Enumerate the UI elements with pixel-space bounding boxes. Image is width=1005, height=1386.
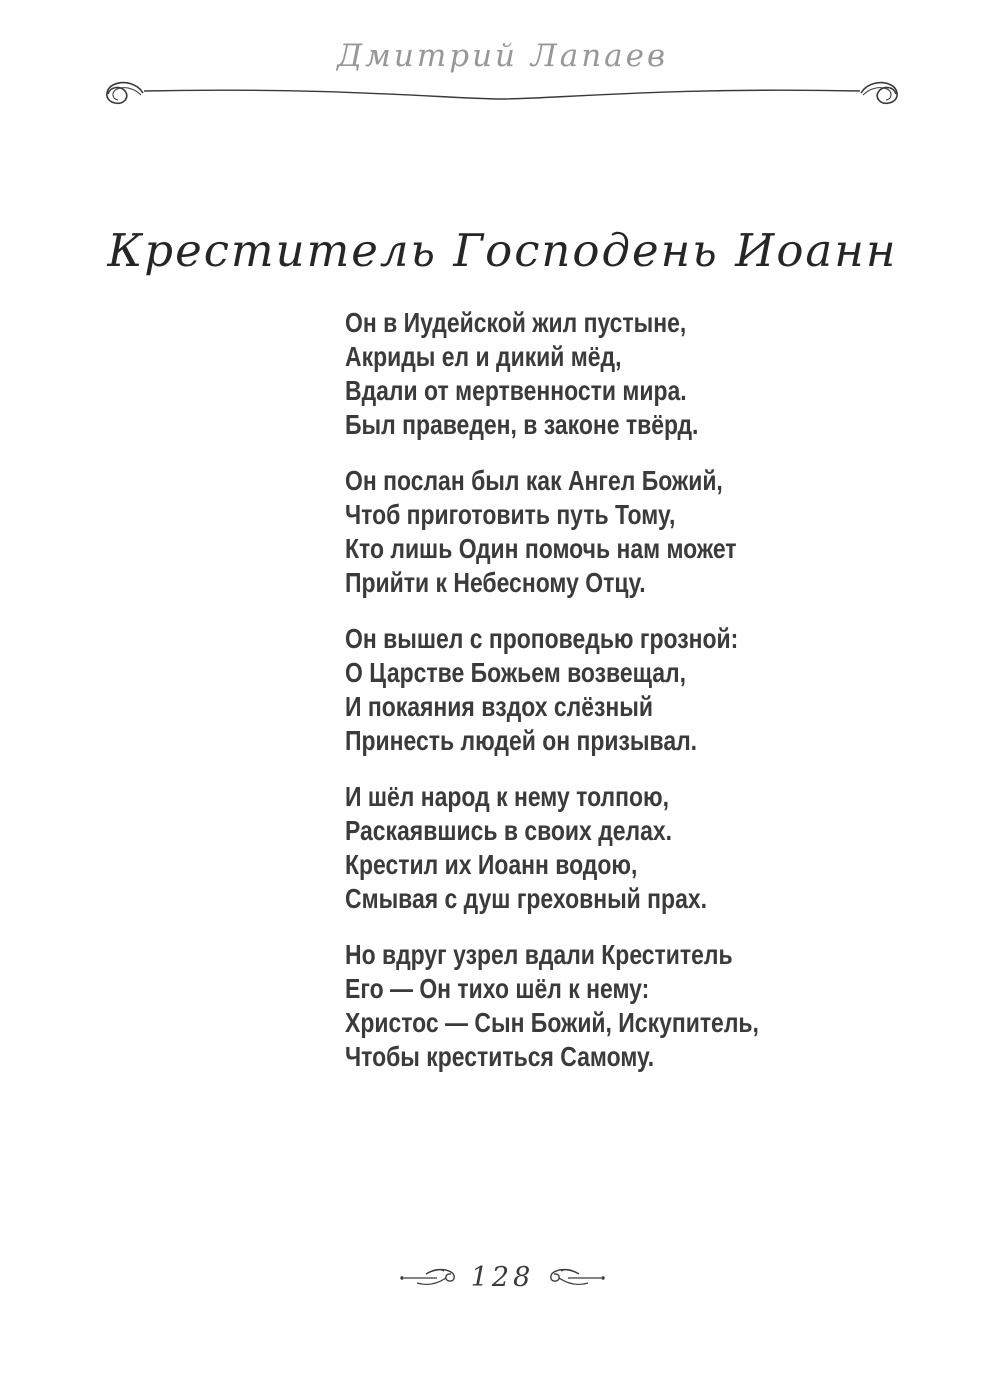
poem-line: Крестил их Иоанн водою, [345, 849, 638, 880]
poem-line: Прийти к Небесному Отцу. [345, 567, 646, 598]
poem-line: Был праведен, в законе твёрд. [345, 409, 699, 440]
swirl-ornament-right-icon [861, 83, 897, 104]
poem-line: Чтоб приготовить путь Тому, [345, 499, 676, 530]
poem-line: Чтобы креститься Самому. [345, 1041, 655, 1072]
poem-line: Кто лишь Один помочь нам может [345, 533, 737, 564]
footer-flourish-right-icon [544, 1265, 606, 1291]
poem-line: Он вышел с проповедью грозной: [345, 623, 739, 654]
page-number: 128 [470, 1262, 535, 1293]
divider-line [144, 90, 860, 99]
swirl-ornament-left-icon [107, 83, 143, 104]
stanza-5 [345, 938, 850, 1074]
poem-line: И шёл народ к нему толпою, [345, 781, 669, 812]
poem-line: Смывая с душ греховный прах. [345, 883, 707, 914]
poem-line: О Царстве Божьем возвещал, [345, 657, 686, 688]
header-divider [97, 78, 907, 112]
poem-line: Он в Иудейской жил пустыне, [345, 307, 687, 338]
poem-line: Принесть людей он призывал. [345, 725, 698, 756]
poem-line: Раскаявшись в своих делах. [345, 815, 673, 846]
stanza-4 [345, 780, 850, 916]
footer-flourish-left-icon [399, 1265, 461, 1291]
stanza-1 [345, 306, 850, 442]
stanza-3 [345, 622, 850, 758]
poem-line: Он послан был как Ангел Божий, [345, 465, 723, 496]
poem-line: Вдали от мертвенности мира. [345, 375, 687, 406]
poem-title: Креститель Господень Иоанн [107, 224, 898, 277]
author-name: Дмитрий Лапаев [336, 38, 669, 74]
poem-line: Его — Он тихо шёл к нему: [345, 973, 650, 1004]
stanza-2 [345, 464, 850, 600]
poem [345, 306, 850, 1096]
poem-line: Но вдруг узрел вдали Креститель [345, 939, 733, 970]
page-footer [0, 1264, 1005, 1292]
poem-line: Акриды ел и дикий мёд, [345, 341, 622, 372]
poem-line: Христос — Сын Божий, Искупитель, [345, 1007, 759, 1038]
poem-line: И покаяния вздох слёзный [345, 691, 654, 722]
